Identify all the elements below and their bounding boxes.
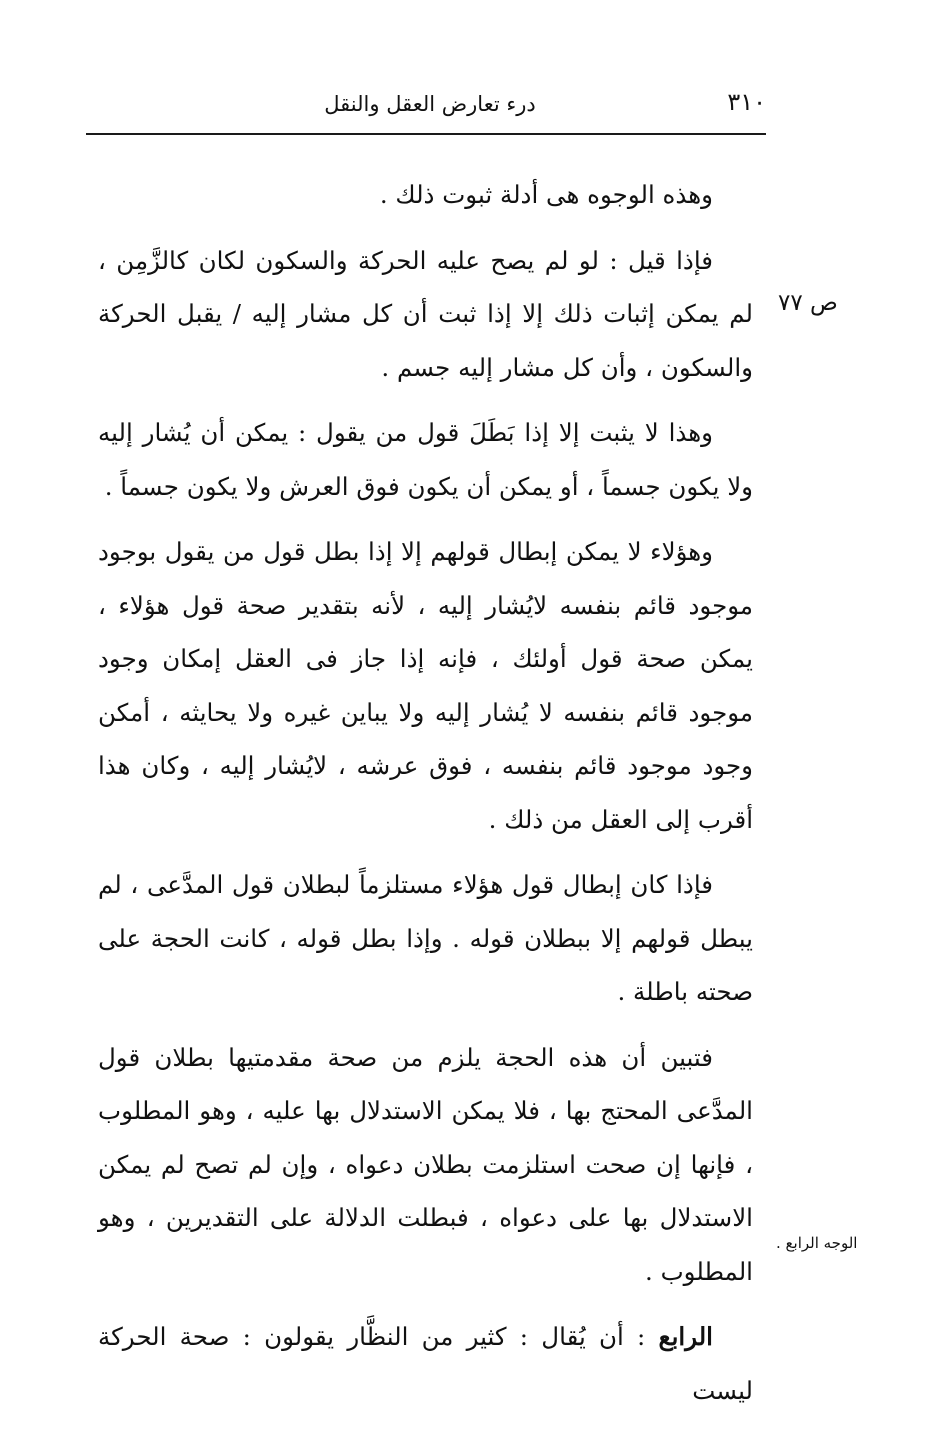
paragraph-text: وهذه الوجوه هى أدلة ثبوت ذلك .: [379, 180, 713, 209]
paragraph: [98, 525, 753, 846]
paragraph: [98, 168, 753, 222]
running-title: درء تعارض العقل والنقل: [324, 92, 536, 116]
paragraph-text: وهذا لا يثبت إلا إذا بَطَلَ قول من يقول : يمكن أن يُشار إليه ولا يكون جسماً ، أو يمكن أن يكون فوق العرش ولا يكون جسماً .: [98, 418, 753, 501]
paragraph-text: فتبين أن هذه الحجة يلزم من صحة مقدمتيها بطلان قول المدَّعى المحتج بها ، فلا يمكن الاستدلال بها عليه ، وهو المطلوب ، فإنها إن صحت استلزمت بطلان دعواه ، وإن لم تصح لم يمكن الاستدلال بها على دعواه ، فبطلت الدلالة على التقديرين ، وهو المطلوب .: [98, 1042, 753, 1286]
section-lead-word: الرابع: [658, 1322, 713, 1351]
body-text: [98, 168, 753, 1429]
paragraph: [98, 1031, 753, 1299]
margin-page-reference: ص ٧٧: [778, 290, 838, 316]
header-divider: [86, 133, 766, 135]
paragraph: [98, 234, 753, 395]
paragraph-text: فإذا كان إبطال قول هؤلاء مستلزماً لبطلان قول المدَّعى ، لم يبطل قولهم إلا ببطلان قوله . وإذا بطل قوله ، كانت الحجة على صحته باطلة .: [98, 870, 753, 1006]
paragraph-text: : أن يُقال : كثير من النظَّار يقولون : صحة الحركة ليست: [98, 1322, 753, 1405]
paragraph-text: وهؤلاء لا يمكن إبطال قولهم إلا إذا بطل قول من يقول بوجود موجود قائم بنفسه لايُشار إليه ، لأنه بتقدير صحة قول هؤلاء ، يمكن صحة قول أولئك ، فإنه إذا جاز فى العقل إمكان وجود موجود قائم بنفسه لا يُشار إليه ولا يباين غيره ولا يحايثه ، أمكن وجود موجود قائم بنفسه ، فوق عرشه ، لايُشار إليه ، وكان هذا أقرب إلى العقل من ذلك .: [98, 537, 753, 834]
paragraph: [98, 858, 753, 1019]
page-number: ٣١٠: [727, 88, 766, 116]
paragraph: [98, 406, 753, 513]
paragraph-last: [98, 1310, 753, 1417]
paragraph-text: فإذا قيل : لو لم يصح عليه الحركة والسكون لكان كالزَّمِن ، لم يمكن إثبات ذلك إلا إذا ثبت أن كل مشار إليه / يقبل الحركة والسكون ، وأن كل مشار إليه جسم .: [98, 245, 753, 382]
margin-section-label: الوجه الرابع .: [776, 1234, 858, 1252]
